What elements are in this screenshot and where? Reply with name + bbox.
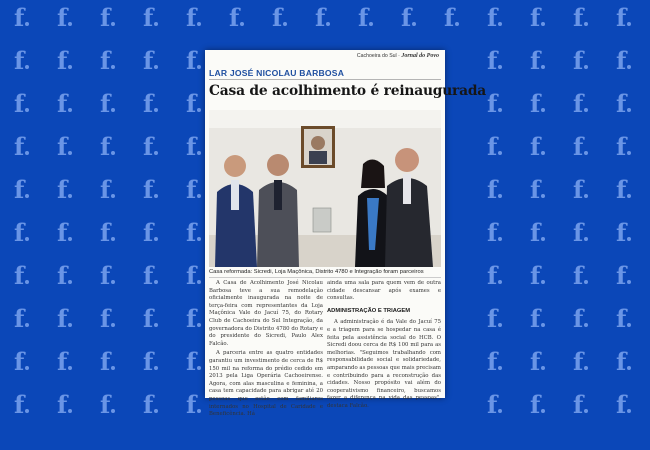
f-logo-icon: f [57,350,72,374]
kicker-divider [209,79,441,80]
f-logo-icon: f [14,178,29,202]
f-logo-icon: f [487,178,502,202]
f-logo-icon: f [487,307,502,331]
f-logo-icon: f [57,92,72,116]
caption-divider [209,277,441,278]
f-logo-icon: f [616,307,631,331]
f-logo-icon: f [530,264,545,288]
f-logo-icon: f [616,49,631,73]
f-logo-icon: f [573,6,588,30]
f-logo-icon: f [616,264,631,288]
f-logo-icon: f [14,221,29,245]
f-logo-icon: f [616,350,631,374]
f-logo-icon: f [100,307,115,331]
f-logo-icon: f [100,6,115,30]
f-logo-icon: f [616,393,631,417]
f-logo-icon: f [530,92,545,116]
f-logo-icon: f [186,49,201,73]
f-logo-icon: f [573,92,588,116]
f-logo-icon: f [573,264,588,288]
f-logo-icon: f [100,135,115,159]
f-logo-icon: f [57,307,72,331]
f-logo-icon: f [100,350,115,374]
f-logo-icon: f [186,92,201,116]
photo-caption: Casa reformada: Sicredi, Loja Maçônica, Distrito 4780 e Integração foram parceiros [209,269,424,275]
f-logo-icon: f [530,6,545,30]
f-logo-icon: f [229,6,244,30]
f-logo-icon: f [487,393,502,417]
f-logo-icon: f [186,178,201,202]
f-logo-icon: f [530,307,545,331]
f-logo-icon: f [401,6,416,30]
f-logo-icon: f [14,264,29,288]
f-logo-icon: f [573,135,588,159]
f-logo-icon: f [573,393,588,417]
f-logo-icon: f [616,6,631,30]
article-kicker: LAR JOSÉ NICOLAU BARBOSA [209,68,345,78]
article-column-right [327,280,441,413]
newspaper-clipping [205,50,487,418]
f-logo-icon: f [530,221,545,245]
f-logo-icon: f [100,393,115,417]
article-paragraph: A administração é da Vale do Jacuí 75 e a triagem para se hospedar na casa é feita pela assistência social do HCB. O Sicredi doou cerca de R$ 100 mil para as melhorias. "Seguimos trabalhando com responsabilidade social e solidariedade, amparando as pessoas que mais precisam e contribuindo para a reconstrução das cidades. Nosso propósito vai além do cooperativismo financeiro, buscamos fazer a diferença na vida das pessoas", destaca Falcão. [327,319,441,409]
f-logo-icon: f [100,178,115,202]
f-logo-icon: f [616,92,631,116]
f-logo-icon: f [57,135,72,159]
f-logo-icon: f [487,92,502,116]
article-paragraph: ainda uma sala para quem vem de outra cidade descansar após exames e consultas. [327,280,441,302]
article-photo [209,110,441,267]
f-logo-icon: f [143,178,158,202]
f-logo-icon: f [100,221,115,245]
f-logo-icon: f [616,178,631,202]
f-logo-icon: f [186,6,201,30]
f-logo-icon: f [358,6,373,30]
f-logo-icon: f [487,264,502,288]
f-logo-icon: f [14,307,29,331]
f-logo-icon: f [143,221,158,245]
f-logo-icon: f [186,350,201,374]
f-logo-icon: f [57,6,72,30]
f-logo-icon: f [143,135,158,159]
f-logo-icon: f [14,92,29,116]
f-logo-icon: f [143,307,158,331]
f-logo-icon: f [57,178,72,202]
f-logo-icon: f [57,393,72,417]
f-logo-icon: f [487,49,502,73]
f-logo-icon: f [100,92,115,116]
f-logo-icon: f [186,135,201,159]
f-logo-icon: f [57,49,72,73]
f-logo-icon: f [100,49,115,73]
f-logo-icon: f [487,221,502,245]
f-logo-icon: f [143,49,158,73]
article-headline: Casa de acolhimento é reinaugurada [209,83,487,99]
f-logo-icon: f [143,6,158,30]
f-logo-icon: f [14,6,29,30]
f-logo-icon: f [143,350,158,374]
f-logo-icon: f [573,49,588,73]
f-logo-icon: f [530,350,545,374]
article-paragraph: A Casa de Acolhimento José Nicolau Barbosa teve a sua remodelação oficialmente inaugurada na noite de terça-feira com representantes da Loja Maçônica Vale do Jacuí 75, do Rotary Club de Cachoeira do Sul Integração, da governadora do Distrito 4780 do Rotary e do presidente do Sicredi, Paulo Alex Falcão. [209,280,323,347]
f-logo-icon: f [272,6,287,30]
f-logo-icon: f [186,307,201,331]
f-logo-icon: f [100,264,115,288]
f-logo-icon: f [143,393,158,417]
f-logo-icon: f [143,92,158,116]
f-logo-icon: f [444,6,459,30]
f-logo-icon: f [530,49,545,73]
f-logo-icon: f [57,264,72,288]
masthead-paper-name: Jornal do Povo [401,53,439,59]
f-logo-icon: f [14,135,29,159]
article-subhead: ADMINISTRAÇÃO E TRIAGEM [327,307,411,314]
f-logo-icon: f [573,178,588,202]
f-logo-icon: f [315,6,330,30]
f-logo-icon: f [487,350,502,374]
f-logo-icon: f [57,221,72,245]
article-photo-illustration [209,110,441,267]
f-logo-icon: f [573,307,588,331]
f-logo-icon: f [487,6,502,30]
f-logo-icon: f [143,264,158,288]
article-paragraph: A parceria entre as quatro entidades garantiu um investimento de cerca de R$ 150 mil na reforma do prédio cedido em 2013 pela Liga Operária Cachoeirense. Agora, com alas masculina e feminina, a casa tem capacidade para abrigar até 20 pessoas que estão com familiares internados no Hospital de Caridade e Beneficência. Há [209,350,323,418]
f-logo-icon: f [573,350,588,374]
f-logo-icon: f [487,135,502,159]
f-logo-icon: f [616,135,631,159]
f-logo-icon: f [14,393,29,417]
f-logo-icon: f [186,264,201,288]
f-logo-icon: f [186,221,201,245]
f-logo-icon: f [530,178,545,202]
masthead: Cachoeira do Sul · Jornal do Povo [356,53,439,59]
f-logo-icon: f [14,350,29,374]
f-logo-icon: f [186,393,201,417]
f-logo-icon: f [616,221,631,245]
f-logo-icon: f [530,393,545,417]
f-logo-icon: f [14,49,29,73]
f-logo-icon: f [530,135,545,159]
article-column-left [209,280,323,421]
f-logo-icon: f [573,221,588,245]
masthead-section: Cachoeira do Sul [356,53,397,59]
